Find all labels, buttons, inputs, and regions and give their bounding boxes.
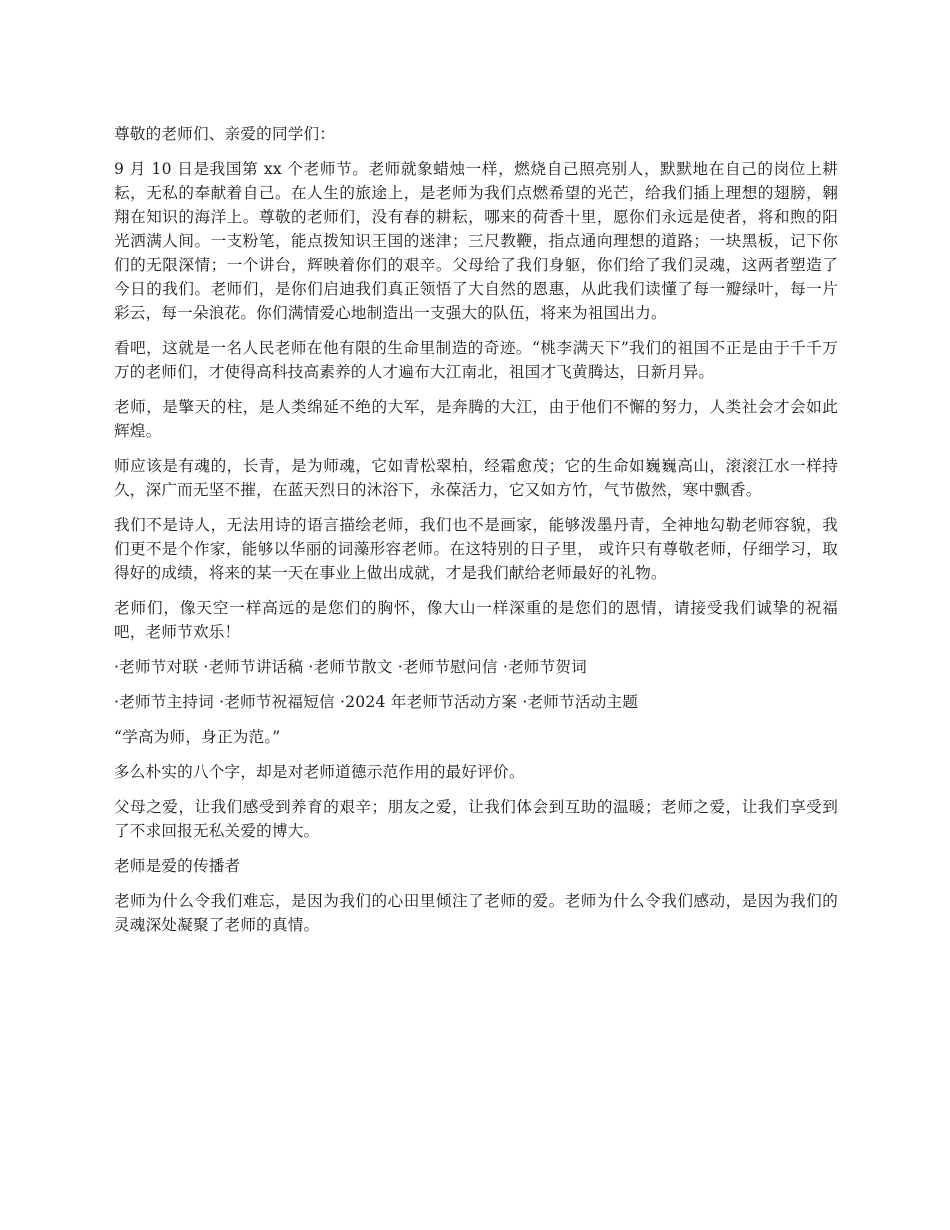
link-greetings[interactable]: ·老师节贺词 — [502, 658, 587, 676]
body-paragraph: 老师为什么令我们难忘，是因为我们的心田里倾注了老师的爱。老师为什么令我们感动，是因为我们的灵魂深处凝聚了老师的真情。 — [114, 892, 838, 934]
document-body — [114, 122, 838, 948]
link-condolence-letter[interactable]: ·老师节慰问信 — [397, 658, 498, 676]
related-links-row-2 — [114, 690, 838, 714]
link-activity-theme[interactable]: ·老师节活动主题 — [522, 693, 639, 711]
link-blessing-sms[interactable]: ·老师节祝福短信 — [219, 693, 335, 711]
link-couplets[interactable]: ·老师节对联 — [114, 658, 199, 676]
link-speech[interactable]: ·老师节讲话稿 — [203, 658, 304, 676]
body-paragraph: 看吧，这就是一名人民老师在他有限的生命里制造的奇迹。“桃李满天下”我们的祖国不正是由于千千万万的老师们，才使得高科技高素养的人才遍布大江南北，祖国才飞黄腾达，日新月异。 — [114, 339, 838, 381]
quote: “学高为师，身正为范。” — [114, 728, 281, 746]
link-essay[interactable]: ·老师节散文 — [308, 658, 393, 676]
body-paragraph: 父母之爱，让我们感受到养育的艰辛；朋友之爱，让我们体会到互助的温暖；老师之爱，让我们享受到了不求回报无私关爱的博大。 — [114, 798, 838, 840]
body-paragraph: 师应该是有魂的，长青，是为师魂，它如青松翠柏，经霜愈茂；它的生命如巍巍高山，滚滚江水一样持久，深广而无坚不摧，在蓝天烈日的沐浴下，永葆活力，它又如方竹，气节傲然，寒中飘香。 — [114, 457, 838, 499]
link-activity-plan[interactable]: ·2024 年老师节活动方案 — [339, 693, 518, 711]
body-paragraph: 多么朴实的八个字，却是对老师道德示范作用的最好评价。 — [114, 763, 525, 781]
section-heading: 老师是爱的传播者 — [114, 857, 241, 875]
body-paragraph: 老师们，像天空一样高远的是您们的胸怀，像大山一样深重的是您们的恩情，请接受我们诚挚的祝福吧，老师节欢乐！ — [114, 599, 838, 641]
body-paragraph: 我们不是诗人，无法用诗的语言描绘老师，我们也不是画家，能够泼墨丹青，全神地勾勒老师容貌，我们更不是个作家，能够以华丽的词藻形容老师。在这特别的日子里， 或许只有尊敬老师，仔细学习，取得好的成绩，将来的某一天在事业上做出成就，才是我们献给老师最好的礼物。 — [114, 516, 838, 582]
link-host-script[interactable]: ·老师节主持词 — [114, 693, 214, 711]
salutation: 尊敬的老师们、亲爱的同学们： — [114, 125, 336, 143]
body-paragraph: 老师，是擎天的柱，是人类绵延不绝的大军，是奔腾的大江，由于他们不懈的努力，人类社会才会如此辉煌。 — [114, 398, 838, 440]
related-links-row-1 — [114, 655, 838, 679]
body-paragraph: 9 月 10 日是我国第 xx 个老师节。老师就象蜡烛一样，燃烧自己照亮别人，默默地在自己的岗位上耕耘，无私的奉献着自己。在人生的旅途上，是老师为我们点燃希望的光芒，给我们插上理想的翅膀，翱翔在知识的海洋上。尊敬的老师们，没有春的耕耘，哪来的荷香十里，愿你们永远是使者，将和煦的阳光洒满人间。一支粉笔，能点拨知识王国的迷津；三尺教鞭，指点通向理想的道路；一块黑板，记下你们的无限深情；一个讲台，辉映着你们的艰辛。父母给了我们身躯，你们给了我们灵魂，这两者塑造了今日的我们。老师们，是你们启迪我们真正领悟了大自然的恩惠，从此我们读懂了每一瓣绿叶，每一片彩云，每一朵浪花。你们满情爱心地制造出一支强大的队伍，将来为祖国出力。 — [114, 160, 838, 322]
